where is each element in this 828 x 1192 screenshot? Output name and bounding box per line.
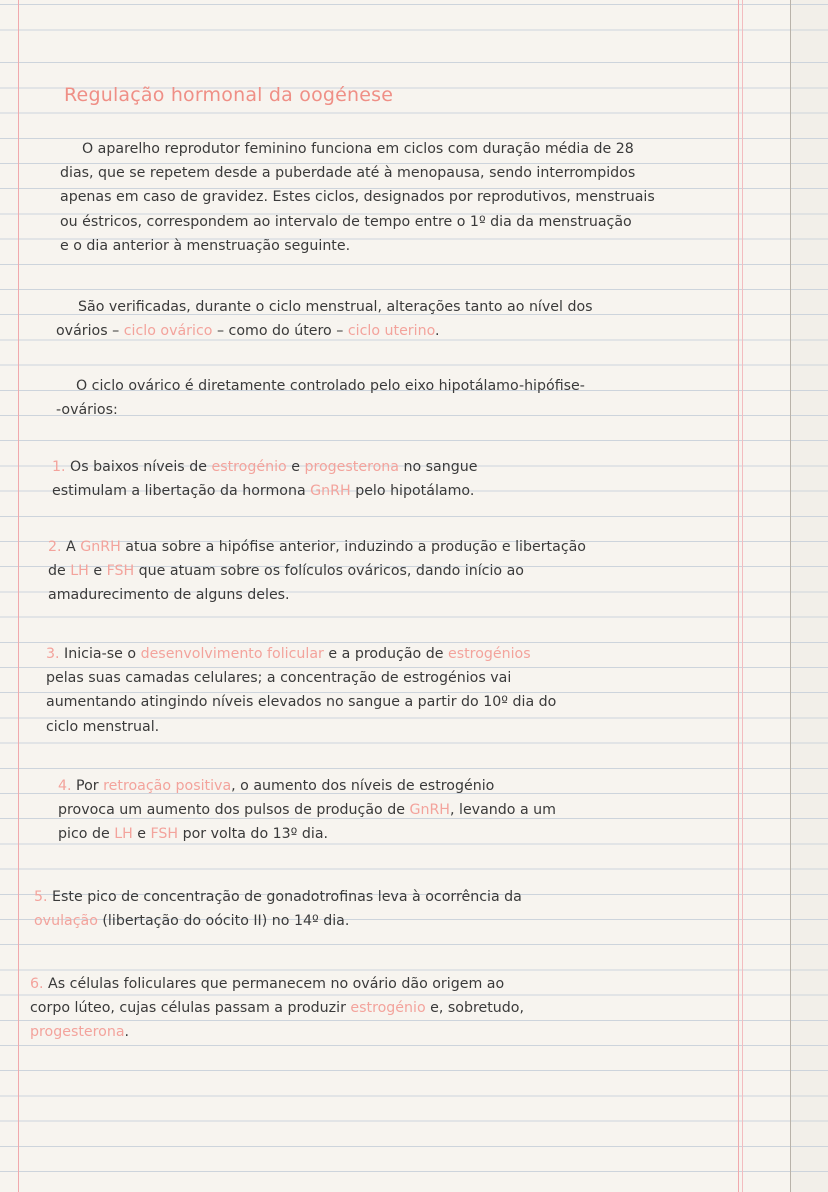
text-span: por volta do 13º dia.: [178, 826, 329, 843]
highlight-term: LH: [114, 826, 133, 843]
step-4-line-3: [58, 822, 748, 846]
highlight-term: desenvolvimento folicular: [140, 646, 324, 662]
left-margin-line: [18, 0, 19, 1192]
step-number: 3.: [46, 646, 60, 662]
step-1-line-1: [52, 455, 742, 479]
next-page-edge: [790, 0, 828, 1192]
step-5-line-1: [34, 885, 724, 909]
text-span: corpo lúteo, cujas células passam a produzir: [30, 1000, 351, 1017]
intro-line-2: dias, que se repetem desde a puberdade até à menopausa, sendo interrompidos: [60, 165, 636, 182]
step-3: [46, 642, 736, 739]
intro-line-4: ou éstricos, correspondem ao intervalo de tempo entre o 1º dia da menstruação: [60, 213, 632, 230]
highlight-term: retroação positiva: [103, 778, 232, 794]
text-span: estimulam a libertação da hormona: [52, 483, 311, 500]
text-span: que atuam sobre os folículos ováricos, dando início ao: [134, 563, 524, 580]
highlight-term: FSH: [150, 826, 179, 843]
step-6: [30, 972, 720, 1045]
highlight-term: progesterona: [304, 459, 399, 475]
text-span: pelo hipotálamo.: [350, 483, 475, 500]
step-number: 6.: [30, 976, 44, 992]
step-2-line-3: amadurecimento de alguns deles.: [48, 587, 290, 604]
highlight-term: progesterona: [30, 1024, 125, 1041]
step-4: [58, 774, 748, 847]
paragraph-ciclos: [56, 295, 746, 343]
ciclos-line-1: São verificadas, durante o ciclo menstrual, alterações tanto ao nível dos: [78, 299, 593, 315]
text-span: e a produção de: [323, 646, 448, 662]
step-3-line-3: aumentando atingindo níveis elevados no sangue a partir do 10º dia do: [46, 694, 557, 711]
text-span: Inicia-se o: [59, 646, 141, 662]
paragraph-intro: [60, 137, 750, 258]
highlight-term: estrogénio: [211, 459, 287, 475]
text-span: no sangue: [398, 459, 478, 475]
step-1: [52, 455, 742, 503]
step-5-line-2: [34, 909, 724, 933]
text-span: Os baixos níveis de: [65, 459, 212, 475]
highlight-ciclo-ovarico: ciclo ovárico: [123, 323, 213, 340]
text-span: .: [435, 323, 440, 340]
text-span: .: [124, 1024, 130, 1041]
step-2-line-1: [48, 535, 738, 559]
text-span: e: [132, 826, 151, 843]
ciclos-line-2: [56, 319, 746, 343]
highlight-term: ovulação: [34, 913, 98, 930]
step-number: 5.: [34, 889, 48, 905]
text-span: atua sobre a hipófise anterior, induzindo a produção e libertação: [120, 539, 586, 555]
highlight-term: GnRH: [409, 802, 450, 819]
intro-line-1: O aparelho reprodutor feminino funciona em ciclos com duração média de 28: [82, 141, 634, 157]
text-span: Por: [71, 778, 104, 794]
step-6-line-2: [30, 996, 720, 1020]
step-4-line-2: [58, 798, 748, 822]
step-3-line-1: [46, 642, 736, 666]
highlight-term: GnRH: [80, 539, 121, 555]
page-title: Regulação hormonal da oogénese: [64, 84, 394, 106]
step-5: [34, 885, 724, 933]
step-2-line-2: [48, 559, 738, 583]
text-span: ovários –: [56, 323, 124, 340]
eixo-line-1: O ciclo ovárico é diretamente controlado pelo eixo hipotálamo-hipófise-: [76, 378, 585, 394]
eixo-line-2: -ovários:: [56, 402, 118, 419]
step-2: [48, 535, 738, 608]
text-span: (libertação do oócito II) no 14º dia.: [97, 913, 350, 930]
step-3-line-4: ciclo menstrual.: [46, 718, 160, 735]
text-span: e, sobretudo,: [425, 1000, 524, 1017]
highlight-term: GnRH: [310, 483, 351, 500]
step-1-line-2: [52, 479, 742, 503]
step-4-line-1: [58, 774, 748, 798]
step-number: 4.: [58, 778, 72, 794]
text-span: As células foliculares que permanecem no ovário dão origem ao: [43, 976, 505, 992]
text-span: e: [286, 459, 305, 475]
step-3-line-2: pelas suas camadas celulares; a concentração de estrogénios vai: [46, 670, 512, 687]
step-6-line-3: [30, 1020, 720, 1044]
highlight-ciclo-uterino: ciclo uterino: [347, 323, 435, 340]
text-span: de: [48, 563, 71, 580]
step-number: 1.: [52, 459, 66, 475]
highlight-term: LH: [70, 563, 89, 580]
text-span: , o aumento dos níveis de estrogénio: [231, 778, 495, 794]
text-span: , levando a um: [449, 802, 556, 819]
text-span: Este pico de concentração de gonadotrofinas leva à ocorrência da: [47, 889, 522, 905]
highlight-term: FSH: [106, 563, 135, 580]
text-span: A: [61, 539, 81, 555]
text-span: e: [88, 563, 107, 580]
step-number: 2.: [48, 539, 62, 555]
step-6-line-1: [30, 972, 720, 996]
text-span: – como do útero –: [212, 323, 348, 340]
highlight-term: estrogénio: [350, 1000, 426, 1017]
text-span: pico de: [58, 826, 115, 843]
text-span: provoca um aumento dos pulsos de produção de: [58, 802, 410, 819]
intro-line-3: apenas em caso de gravidez. Estes ciclos, designados por reprodutivos, menstruais: [60, 189, 655, 206]
highlight-term: estrogénios: [447, 646, 531, 662]
paragraph-eixo: [56, 374, 746, 422]
intro-line-5: e o dia anterior à menstruação seguinte.: [60, 237, 351, 254]
